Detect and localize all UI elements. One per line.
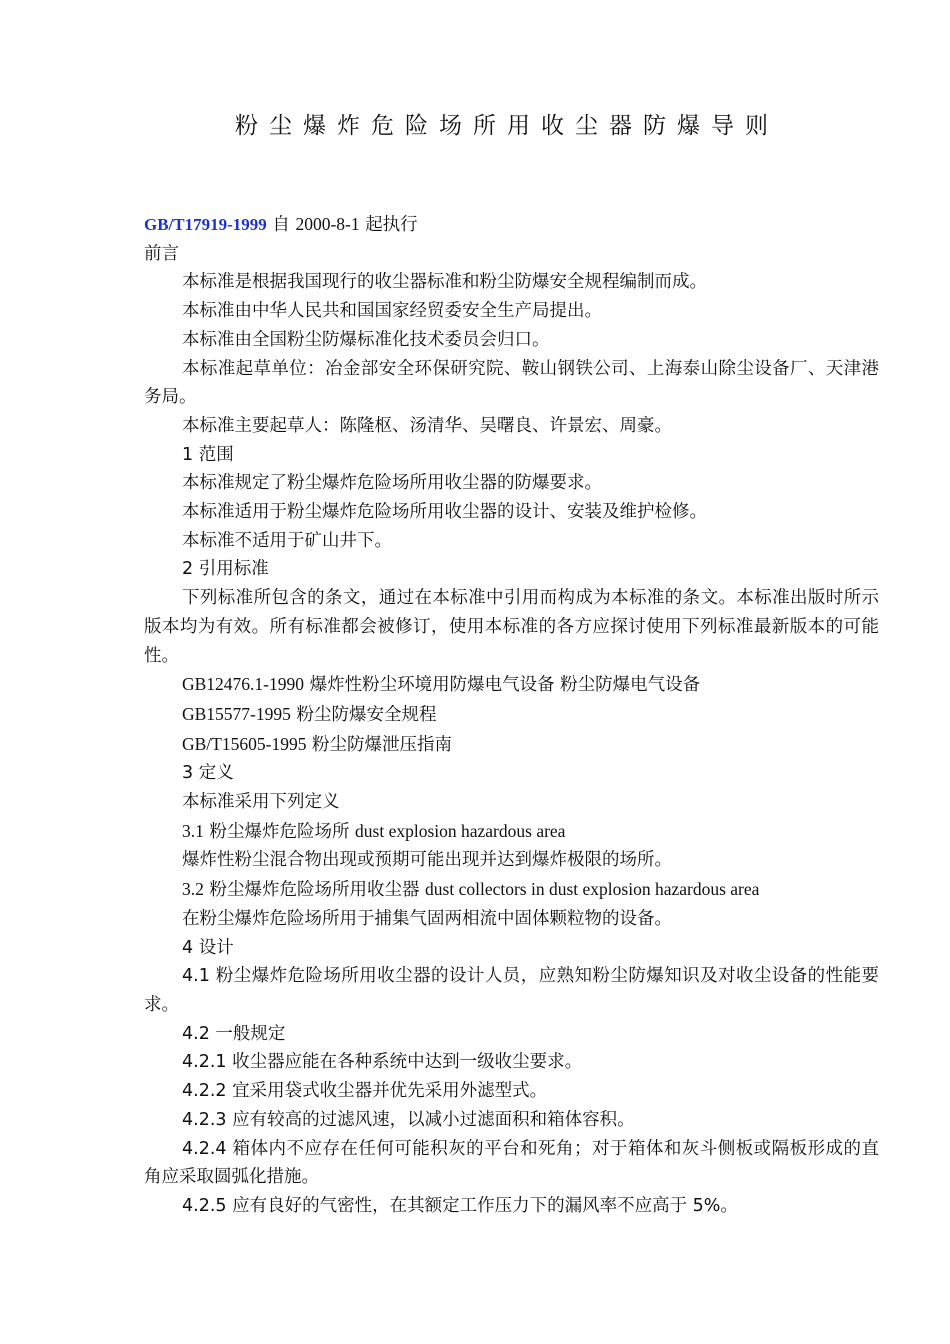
reference-code: GB15577-1995 xyxy=(182,703,291,724)
section-paragraph: 本标准不适用于矿山井下。 xyxy=(182,530,392,551)
effective-date: 2000-8-1 xyxy=(295,214,360,234)
reference-title: 粉尘防爆泄压指南 xyxy=(312,734,453,755)
definition-term xyxy=(144,817,879,847)
reference-code: GB/T15605-1995 xyxy=(182,733,307,754)
reference-item xyxy=(144,670,879,700)
foreword-heading: 前言 xyxy=(144,243,179,264)
section-heading: 2 引用标准 xyxy=(182,559,269,580)
definition-term-en: dust collectors in dust explosion hazardous area xyxy=(425,879,760,900)
definition-term-cn: 粉尘爆炸危险场所用收尘器 xyxy=(209,880,420,901)
definition-text: 在粉尘爆炸危险场所用于捕集气固两相流中固体颗粒物的设备。 xyxy=(182,908,672,929)
reference-title: 爆炸性粉尘环境用防爆电气设备 粉尘防爆电气设备 xyxy=(309,675,701,696)
section-paragraph: 本标准采用下列定义 xyxy=(182,792,340,813)
section-heading: 4 设计 xyxy=(182,937,234,958)
foreword-paragraph: 本标准是根据我国现行的收尘器标准和粉尘防爆安全规程编制而成。 xyxy=(182,272,707,293)
reference-item xyxy=(144,700,879,730)
definition-text: 爆炸性粉尘混合物出现或预期可能出现并达到爆炸极限的场所。 xyxy=(182,850,672,871)
section-heading: 1 范围 xyxy=(182,444,234,465)
definition-term-en: dust explosion hazardous area xyxy=(355,820,566,841)
document-title: 粉尘爆炸危险场所用收尘器防爆导则 xyxy=(235,113,779,139)
section-paragraph: 本标准规定了粉尘爆炸危险场所用收尘器的防爆要求。 xyxy=(182,473,602,494)
clause-paragraph: 4.2.4 箱体内不应存在任何可能积灰的平台和死角；对于箱体和灰斗侧板或隔板形成的直角应采取圆弧化措施。 xyxy=(144,1138,879,1188)
reference-item xyxy=(144,730,879,760)
definition-number: 3.2 xyxy=(182,879,204,900)
foreword-paragraph: 本标准由全国粉尘防爆标准化技术委员会归口。 xyxy=(182,329,550,350)
foreword-paragraph: 本标准主要起草人：陈隆枢、汤清华、吴曙良、许景宏、周豪。 xyxy=(182,415,672,436)
reference-code: GB12476.1-1990 xyxy=(182,674,305,695)
clause-paragraph: 4.2.3 应有较高的过滤风速，以减小过滤面积和箱体容积。 xyxy=(182,1109,635,1130)
clause-paragraph: 4.2.5 应有良好的气密性，在其额定工作压力下的漏风率不应高于 5%。 xyxy=(182,1195,738,1216)
definition-number: 3.1 xyxy=(182,820,204,841)
standard-code-link[interactable]: GB/T17919-1999 xyxy=(144,215,267,234)
definition-term-cn: 粉尘爆炸危险场所 xyxy=(209,821,350,842)
section-paragraph: 下列标准所包含的条文，通过在本标准中引用而构成为本标准的条文。本标准出版时所示版本均为有效。所有标准都会被修订，使用本标准的各方应探讨使用下列标准最新版本的可能性。 xyxy=(144,588,879,666)
section-heading: 3 定义 xyxy=(182,763,234,784)
subsection-heading: 4.2 一般规定 xyxy=(182,1023,286,1044)
definition-term xyxy=(144,875,879,905)
section-paragraph: 本标准适用于粉尘爆炸危险场所用收尘器的设计、安装及维护检修。 xyxy=(182,502,707,523)
header-effective: 起执行 xyxy=(365,215,418,235)
foreword-paragraph: 本标准由中华人民共和国国家经贸委安全生产局提出。 xyxy=(182,301,602,322)
foreword-paragraph: 本标准起草单位：冶金部安全环保研究院、鞍山钢铁公司、上海泰山除尘设备厂、天津港务局。 xyxy=(144,358,879,408)
clause-paragraph: 4.2.2 宜采用袋式收尘器并优先采用外滤型式。 xyxy=(182,1081,548,1102)
header-from: 自 xyxy=(272,215,290,235)
standard-header xyxy=(144,210,879,240)
document-body xyxy=(144,210,879,1221)
section-paragraph: 4.1 粉尘爆炸危险场所用收尘器的设计人员，应熟知粉尘防爆知识及对收尘设备的性能要求。 xyxy=(144,966,879,1015)
reference-title: 粉尘防爆安全规程 xyxy=(296,704,437,725)
clause-paragraph: 4.2.1 收尘器应能在各种系统中达到一级收尘要求。 xyxy=(182,1052,583,1073)
